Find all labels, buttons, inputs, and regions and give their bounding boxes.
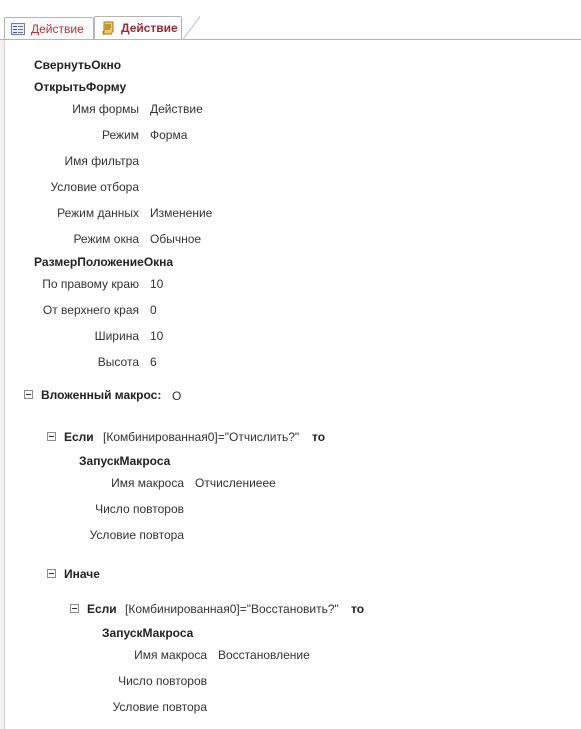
else-keyword: Иначе [64, 567, 100, 581]
arg-label-macro-name: Имя макроса [111, 476, 184, 490]
nested-if-condition[interactable]: [Комбинированная0]="Восстановить?" [125, 602, 339, 616]
arg-value-macro-name-nested[interactable]: Восстановление [218, 648, 310, 662]
arg-label-macro-name-nested: Имя макроса [134, 648, 207, 662]
arg-label-repeat-expression: Условие повтора [89, 528, 184, 542]
arg-label-down: От верхнего края [42, 303, 139, 317]
arg-label-filter-name: Имя фильтра [64, 154, 139, 168]
action-move-size-window[interactable]: РазмерПоложениеОкна [34, 255, 174, 269]
tab-label: Действие [31, 21, 84, 36]
tab-macro-action[interactable] [94, 16, 182, 39]
arg-value-height[interactable]: 6 [150, 355, 157, 369]
arg-label-repeat-count-nested: Число повторов [118, 674, 207, 688]
macro-icon [101, 21, 115, 35]
tab-label: Действие [121, 21, 178, 35]
document-tab-strip [0, 0, 581, 40]
collapse-nested-if-block-icon[interactable] [70, 604, 79, 613]
if-keyword: Если [64, 430, 94, 444]
form-icon [11, 23, 25, 35]
then-keyword: то [312, 430, 326, 444]
tab-form-action[interactable] [4, 17, 94, 39]
arg-value-width[interactable]: 10 [150, 329, 164, 343]
submacro-label: Вложенный макрос: [41, 388, 162, 402]
collapse-else-block-icon[interactable] [47, 569, 56, 578]
arg-label-right: По правому краю [42, 277, 139, 291]
action-run-macro[interactable]: ЗапускМакроса [79, 454, 171, 468]
arg-value-data-mode[interactable]: Изменение [150, 206, 213, 220]
collapse-if-block-icon[interactable] [47, 432, 56, 441]
action-open-form[interactable]: ОткрытьФорму [34, 80, 127, 94]
nested-then-keyword: то [351, 602, 365, 616]
arg-label-repeat-count: Число повторов [95, 502, 184, 516]
collapse-submacro-icon[interactable] [24, 390, 33, 399]
action-minimize-window[interactable]: СвернутьОкно [34, 58, 122, 72]
arg-label-width: Ширина [94, 329, 139, 343]
action-run-macro-nested[interactable]: ЗапускМакроса [102, 626, 194, 640]
arg-value-form-name[interactable]: Действие [150, 102, 203, 116]
nested-if-keyword: Если [87, 602, 117, 616]
arg-value-view[interactable]: Форма [150, 128, 188, 142]
arg-value-down[interactable]: 0 [150, 303, 157, 317]
if-condition[interactable]: [Комбинированная0]="Отчислить?" [103, 430, 300, 444]
arg-value-right[interactable]: 10 [150, 277, 164, 291]
arg-label-view: Режим [102, 128, 139, 142]
tab-edge [182, 16, 200, 40]
macro-designer [0, 40, 581, 729]
arg-label-repeat-expression-nested: Условие повтора [112, 700, 207, 714]
submacro-name[interactable]: О [172, 389, 182, 403]
arg-value-macro-name[interactable]: Отчислениеее [195, 476, 276, 490]
arg-label-window-mode: Режим окна [73, 232, 139, 246]
arg-label-where-condition: Условие отбора [50, 180, 139, 194]
arg-label-form-name: Имя формы [72, 102, 139, 116]
arg-value-window-mode[interactable]: Обычное [150, 232, 202, 246]
arg-label-height: Высота [97, 355, 139, 369]
arg-label-data-mode: Режим данных [57, 206, 139, 220]
